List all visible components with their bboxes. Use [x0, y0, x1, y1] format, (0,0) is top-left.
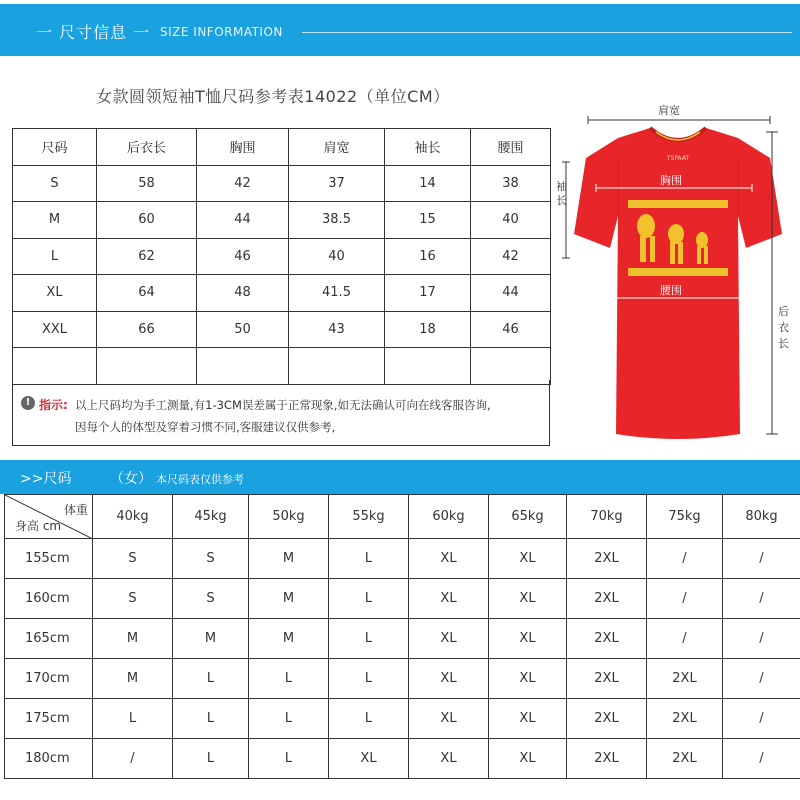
size-table-cell: 50	[197, 311, 289, 348]
size-table-cell: 41.5	[289, 275, 385, 312]
hw-size-cell: L	[329, 659, 409, 699]
size-table-cell: 16	[385, 238, 471, 275]
size-table-cell: 44	[197, 202, 289, 239]
hw-size-cell: L	[329, 539, 409, 579]
size-table-cell: 46	[197, 238, 289, 275]
hw-weight-header: 55kg	[329, 495, 409, 539]
hw-size-cell: S	[93, 579, 173, 619]
hw-height-label: 160cm	[5, 579, 93, 619]
hw-table-header	[5, 495, 800, 539]
size-table-cell: S	[13, 165, 97, 202]
size-table-cell: 40	[289, 238, 385, 275]
size-table-cell: XL	[13, 275, 97, 312]
size-table-header-cell: 后衣长	[97, 129, 197, 166]
size-table-cell: 18	[385, 311, 471, 348]
hw-size-cell: XL	[409, 539, 489, 579]
size-table-cell	[197, 348, 289, 385]
note-line-2: 因每个人的体型及穿着习惯不同,客服建议仅供参考,	[75, 420, 336, 434]
header-banner	[0, 4, 800, 56]
hw-weight-header: 50kg	[249, 495, 329, 539]
hw-size-cell: L	[249, 659, 329, 699]
hw-size-cell: XL	[409, 619, 489, 659]
size-table-row	[13, 348, 551, 385]
hw-weight-header: 70kg	[567, 495, 647, 539]
size-table-cell: 44	[471, 275, 551, 312]
page-title: 女款圆领短袖T恤尺码参考表14022（单位CM）	[96, 87, 450, 106]
size-table-cell	[471, 348, 551, 385]
hw-weight-header: 75kg	[647, 495, 723, 539]
size-table-cell: 38	[471, 165, 551, 202]
hw-size-cell: /	[647, 619, 723, 659]
hw-size-cell: /	[647, 539, 723, 579]
size-table-cell	[97, 348, 197, 385]
size-table-cell: 64	[97, 275, 197, 312]
size-table-cell: XXL	[13, 311, 97, 348]
size-guide-hint: 本尺码表仅供参考	[156, 473, 244, 486]
hw-size-cell: XL	[409, 739, 489, 779]
hw-table-row	[5, 699, 800, 739]
hw-size-cell: L	[173, 699, 249, 739]
size-table-cell	[385, 348, 471, 385]
hw-table-row	[5, 579, 800, 619]
size-table-cell: M	[13, 202, 97, 239]
size-table-cell: 42	[197, 165, 289, 202]
hw-size-cell: /	[723, 699, 800, 739]
banner-title: 一 尺寸信息 一	[36, 23, 151, 42]
hw-size-cell: XL	[409, 579, 489, 619]
hw-size-cell: L	[173, 659, 249, 699]
hw-size-cell: L	[329, 579, 409, 619]
tshirt-illustration	[556, 96, 800, 446]
hw-size-cell: 2XL	[567, 579, 647, 619]
size-table-cell: 58	[97, 165, 197, 202]
hw-size-cell: XL	[329, 739, 409, 779]
hw-size-cell: XL	[489, 619, 567, 659]
hw-size-cell: /	[723, 659, 800, 699]
note-line-1: 以上尺码均为手工测量,有1-3CM误差属于正常现象,如无法确认可向在线客服咨询,	[75, 398, 491, 412]
hw-size-cell: 2XL	[567, 539, 647, 579]
hw-weight-header: 45kg	[173, 495, 249, 539]
size-table-row	[13, 165, 551, 202]
size-table-cell: 38.5	[289, 202, 385, 239]
label-sleeve: 袖长	[556, 180, 567, 207]
hw-size-cell: S	[173, 579, 249, 619]
size-table-cell: 15	[385, 202, 471, 239]
label-length: 后衣长	[778, 305, 789, 350]
size-table-cell: 60	[97, 202, 197, 239]
note-box	[12, 380, 550, 446]
size-table-header-cell: 胸围	[197, 129, 289, 166]
hw-size-cell: XL	[409, 659, 489, 699]
hw-table-corner	[5, 495, 93, 539]
size-table-row	[13, 275, 551, 312]
size-guide-banner	[0, 460, 800, 494]
hw-size-cell: L	[249, 699, 329, 739]
label-shoulder: 肩宽	[658, 104, 680, 117]
size-table-row	[13, 238, 551, 275]
hw-size-cell: 2XL	[647, 699, 723, 739]
hw-size-cell: M	[93, 619, 173, 659]
hw-size-cell: /	[647, 579, 723, 619]
size-table-cell: 40	[471, 202, 551, 239]
hw-size-cell: XL	[489, 579, 567, 619]
size-table-row	[13, 202, 551, 239]
hw-size-cell: M	[173, 619, 249, 659]
hw-height-label: 165cm	[5, 619, 93, 659]
hw-table-row	[5, 539, 800, 579]
hw-size-cell: L	[329, 699, 409, 739]
hw-weight-header: 80kg	[723, 495, 800, 539]
hw-table-row	[5, 659, 800, 699]
size-table-cell: 62	[97, 238, 197, 275]
size-table	[12, 128, 551, 385]
hw-size-cell: M	[249, 579, 329, 619]
hw-table-row	[5, 619, 800, 659]
hw-size-cell: M	[93, 659, 173, 699]
hw-size-cell: M	[249, 539, 329, 579]
hw-size-cell: 2XL	[647, 659, 723, 699]
hw-size-cell: /	[723, 539, 800, 579]
hw-size-cell: /	[723, 579, 800, 619]
hw-size-cell: /	[93, 739, 173, 779]
hw-size-cell: /	[723, 739, 800, 779]
label-chest: 胸围	[660, 174, 682, 187]
size-table-cell: 14	[385, 165, 471, 202]
hw-size-cell: 2XL	[567, 619, 647, 659]
hw-size-cell: 2XL	[567, 659, 647, 699]
size-table-header-cell: 袖长	[385, 129, 471, 166]
size-table-cell	[289, 348, 385, 385]
hw-size-cell: XL	[489, 659, 567, 699]
hw-size-cell: 2XL	[647, 739, 723, 779]
size-table-header-cell: 尺码	[13, 129, 97, 166]
hw-size-cell: 2XL	[567, 699, 647, 739]
hw-size-cell: XL	[489, 699, 567, 739]
note-label: 指示:	[39, 398, 68, 412]
tshirt-diagram	[556, 96, 800, 446]
size-table-cell: 43	[289, 311, 385, 348]
hw-weight-header: 65kg	[489, 495, 567, 539]
size-table-cell: 66	[97, 311, 197, 348]
hw-height-label: 155cm	[5, 539, 93, 579]
brand-mark: TSPAAT	[666, 155, 690, 162]
hw-size-cell: L	[249, 739, 329, 779]
hw-size-cell: S	[173, 539, 249, 579]
hw-size-cell: XL	[489, 539, 567, 579]
size-table-cell: 48	[197, 275, 289, 312]
banner-subtitle: SIZE INFORMATION	[160, 25, 283, 39]
size-table-row	[13, 311, 551, 348]
corner-weight-label: 体重	[63, 503, 88, 517]
label-waist: 腰围	[660, 284, 682, 297]
hw-size-cell: /	[723, 619, 800, 659]
info-icon: !	[21, 396, 35, 410]
hw-size-cell: L	[173, 739, 249, 779]
size-table-cell: 37	[289, 165, 385, 202]
size-table-cell	[13, 348, 97, 385]
hw-size-cell: XL	[409, 699, 489, 739]
hw-size-cell: 2XL	[567, 739, 647, 779]
hw-size-cell: L	[93, 699, 173, 739]
hw-weight-header: 40kg	[93, 495, 173, 539]
hw-height-label: 170cm	[5, 659, 93, 699]
gender-label: （女）	[110, 471, 152, 487]
hw-size-cell: S	[93, 539, 173, 579]
size-table-header	[13, 129, 551, 166]
hw-weight-header: 60kg	[409, 495, 489, 539]
hw-size-cell: L	[329, 619, 409, 659]
size-table-cell: 17	[385, 275, 471, 312]
size-table-header-cell: 肩宽	[289, 129, 385, 166]
size-guide-title: >>尺码	[20, 471, 72, 487]
size-table-cell: 46	[471, 311, 551, 348]
hw-height-label: 175cm	[5, 699, 93, 739]
height-weight-table	[4, 494, 800, 779]
size-table-header-cell: 腰围	[471, 129, 551, 166]
hw-size-cell: XL	[489, 739, 567, 779]
size-table-cell: 42	[471, 238, 551, 275]
hw-table-row	[5, 739, 800, 779]
banner-rule	[302, 32, 792, 33]
corner-height-label: 身高 cm	[15, 519, 62, 533]
size-table-cell: L	[13, 238, 97, 275]
hw-size-cell: M	[249, 619, 329, 659]
hw-height-label: 180cm	[5, 739, 93, 779]
